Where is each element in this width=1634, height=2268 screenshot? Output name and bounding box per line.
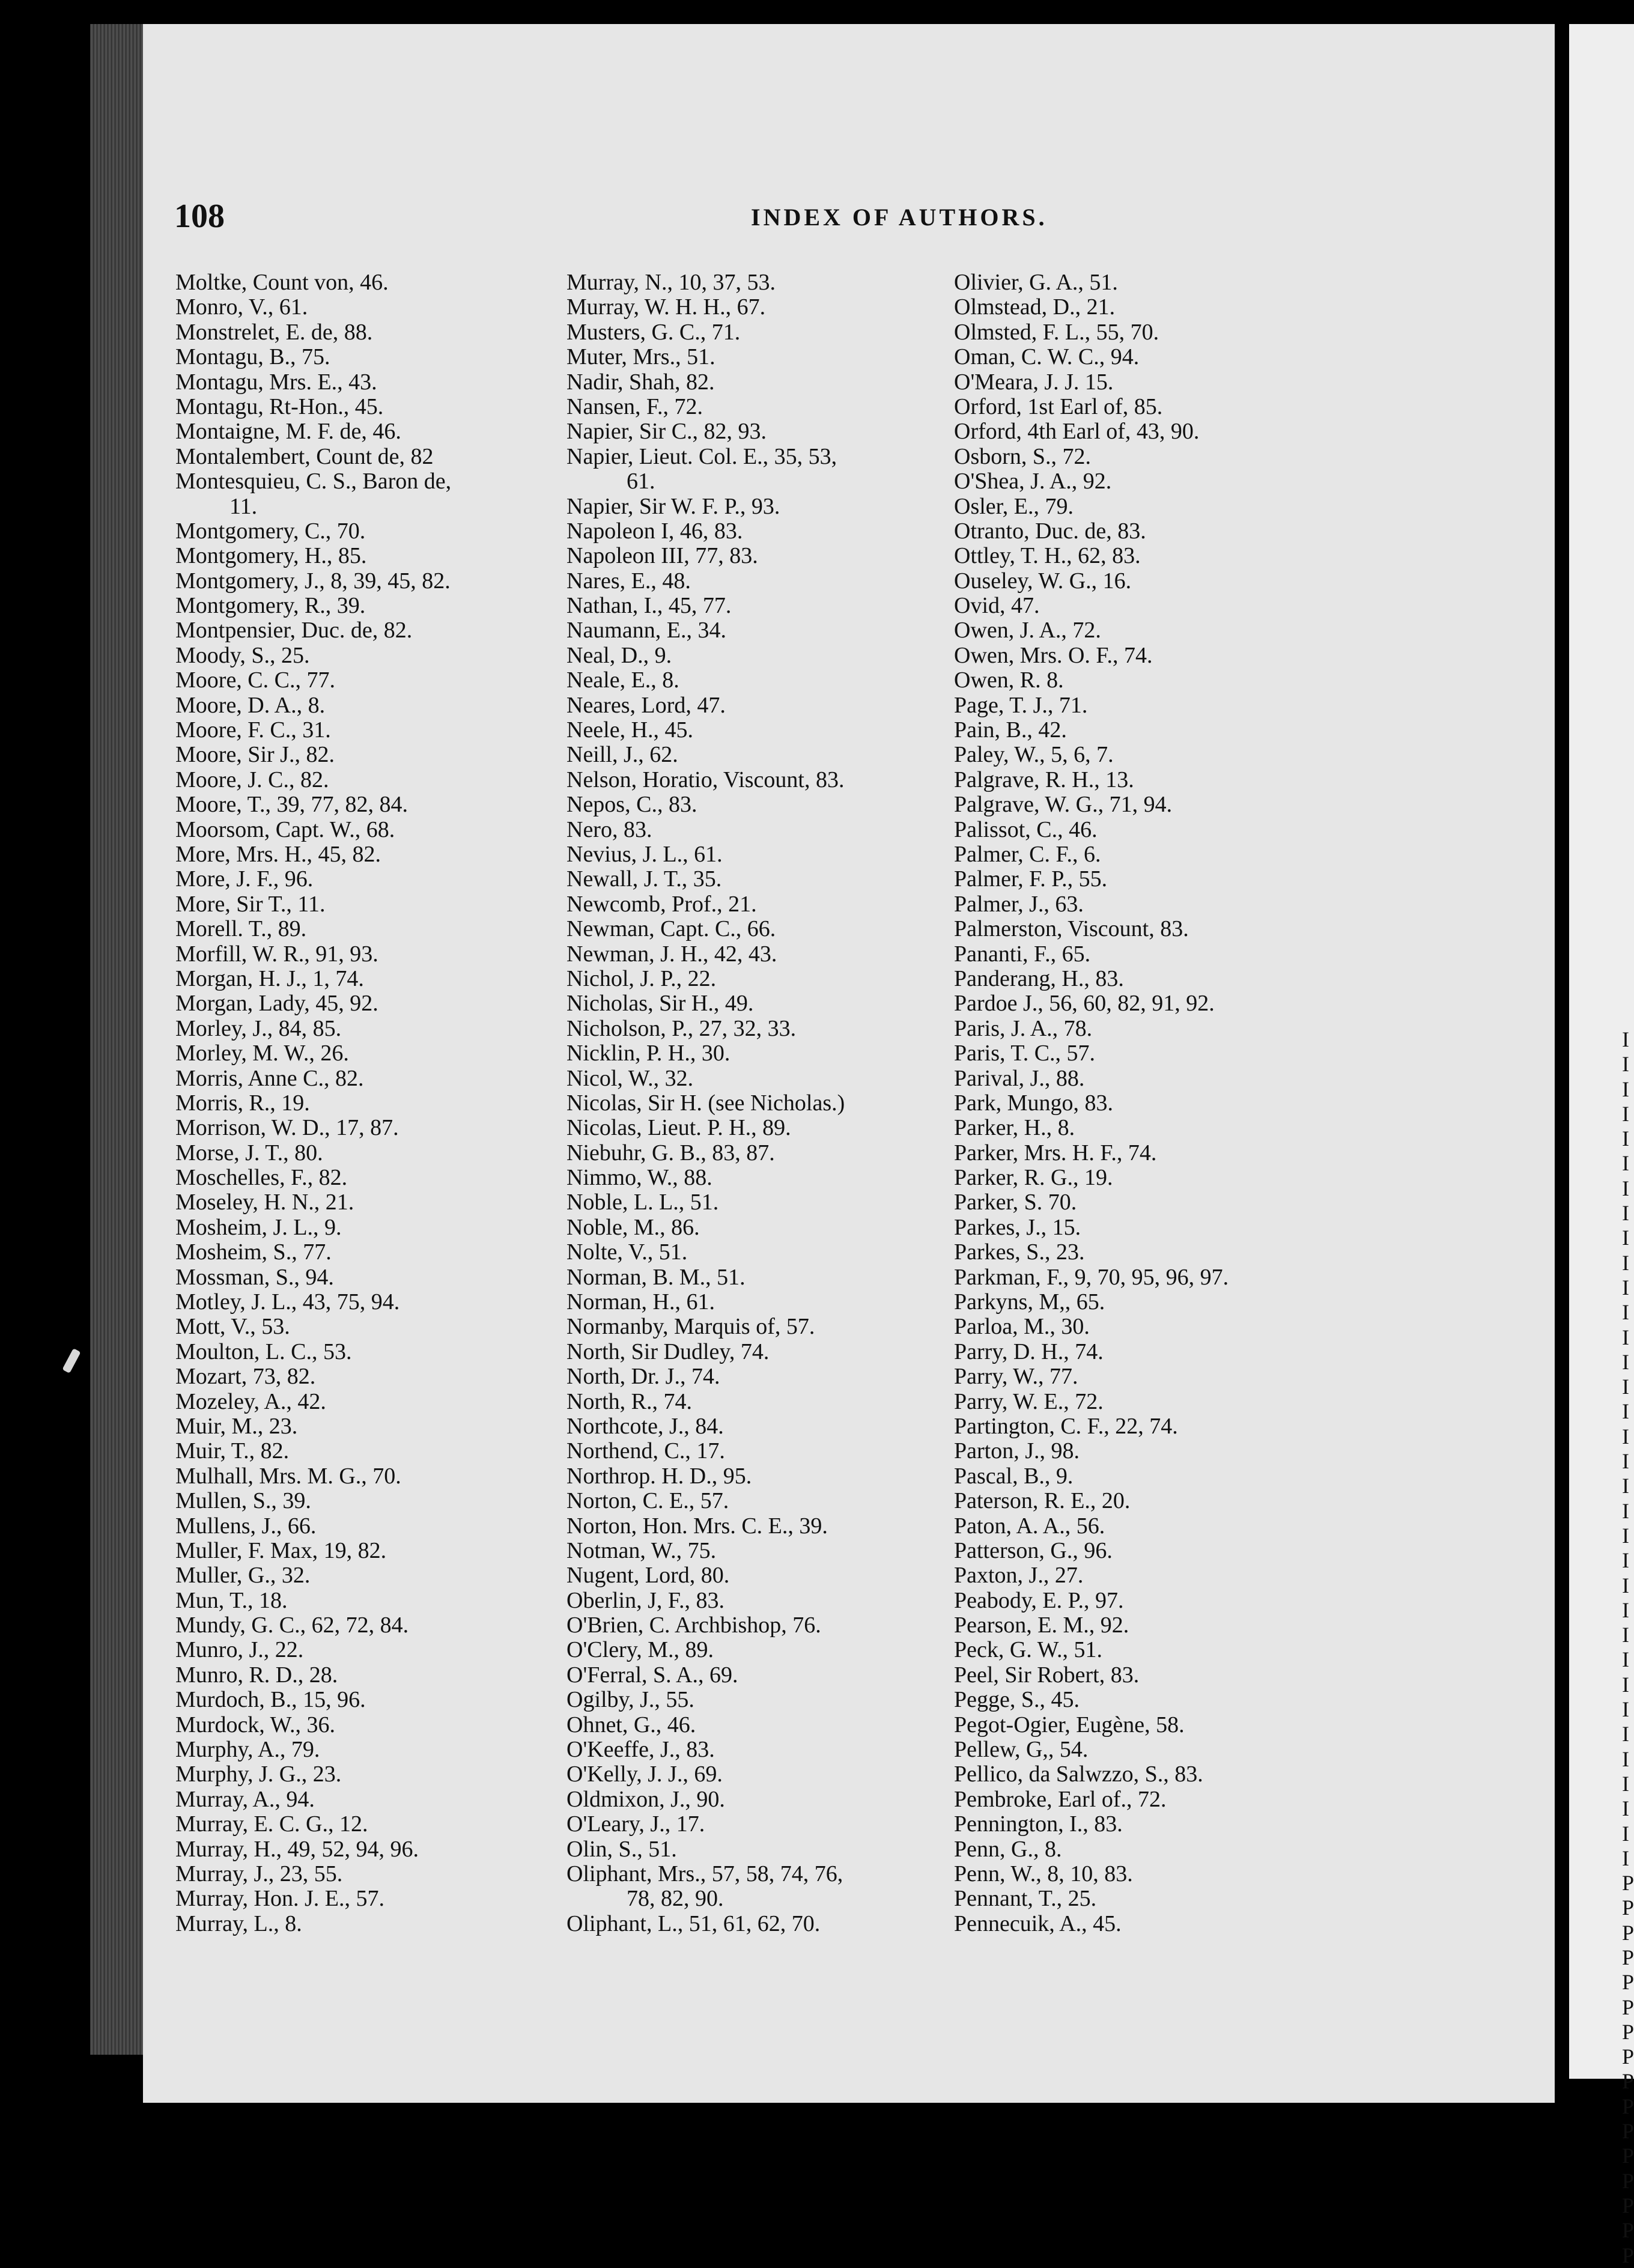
index-entry: Oliphant, L., 51, 61, 62, 70.	[566, 1911, 821, 1936]
index-entry: Moulton, L. C., 53.	[175, 1339, 352, 1364]
index-entry: Mullen, S., 39.	[175, 1488, 311, 1514]
facing-page-letter: P	[1622, 1871, 1634, 1896]
facing-page-letter: P	[1622, 1896, 1634, 1920]
facing-page-letter: I	[1622, 1449, 1629, 1474]
index-entry: Parloa, M., 30.	[954, 1314, 1090, 1340]
index-entry: Murray, H., 49, 52, 94, 96.	[175, 1836, 419, 1862]
index-entry: Ouseley, W. G., 16.	[954, 568, 1132, 594]
index-entry: Newall, J. T., 35.	[566, 866, 722, 892]
index-entry: Moorsom, Capt. W., 68.	[175, 816, 395, 842]
index-entry: Palmer, J., 63.	[954, 891, 1084, 917]
index-entry: Morley, J., 84, 85.	[175, 1015, 342, 1041]
index-entry: Nichol, J. P., 22.	[566, 965, 717, 991]
facing-page-letter: I	[1622, 1523, 1629, 1548]
facing-page-letter: I	[1622, 1375, 1629, 1399]
index-entry: Nevius, J. L., 61.	[566, 841, 723, 867]
index-entry: More, Sir T., 11.	[175, 891, 326, 917]
index-entry: Otranto, Duc. de, 83.	[954, 518, 1146, 544]
facing-page-letter: P	[1622, 1945, 1634, 1969]
facing-page-letter: P	[1622, 2168, 1634, 2193]
index-entry: Mun, T., 18.	[175, 1587, 288, 1613]
facing-page-letter: P	[1622, 2045, 1634, 2069]
facing-page-letter: I	[1622, 1424, 1629, 1449]
facing-page-letters	[1622, 1027, 1634, 2268]
index-entry: Muir, M., 23.	[175, 1413, 298, 1439]
facing-page-letter: I	[1622, 1399, 1629, 1424]
index-entry: Page, T. J., 71.	[954, 692, 1088, 718]
index-entry: Palmerston, Viscount, 83.	[954, 916, 1189, 942]
index-entry: Parton, J., 98.	[954, 1438, 1080, 1464]
index-entry: Morell. T., 89.	[175, 916, 307, 942]
facing-page-letter: I	[1622, 1052, 1629, 1077]
index-entry: Montgomery, R., 39.	[175, 593, 366, 619]
index-entry: Pembroke, Earl of., 72.	[954, 1786, 1167, 1812]
index-entry: Montpensier, Duc. de, 82.	[175, 618, 413, 643]
page-title: INDEX OF AUTHORS.	[751, 204, 1048, 231]
index-entry: Nadir, Shah, 82.	[566, 369, 715, 395]
index-entry: Montalembert, Count de, 82	[175, 443, 434, 469]
index-entry: More, J. F., 96.	[175, 866, 314, 892]
index-entry: Parry, D. H., 74.	[954, 1339, 1104, 1364]
index-entry: Palissot, C., 46.	[954, 816, 1098, 842]
facing-page-letter: I	[1622, 1672, 1629, 1697]
index-entry: Paris, J. A., 78.	[954, 1015, 1093, 1041]
index-entry: Muter, Mrs., 51.	[566, 344, 715, 370]
index-entry: Moore, C. C., 77.	[175, 667, 335, 693]
facing-page-letter: P	[1622, 2119, 1634, 2144]
page-number: 108	[174, 198, 225, 235]
index-entry: Partington, C. F., 22, 74.	[954, 1413, 1178, 1439]
index-entry: Moody, S., 25.	[175, 642, 310, 668]
index-entry: Niebuhr, G. B., 83, 87.	[566, 1140, 775, 1166]
index-entry: Montagu, B., 75.	[175, 344, 330, 370]
index-entry: Monro, V., 61.	[175, 294, 308, 320]
index-entry: Morfill, W. R., 91, 93.	[175, 941, 378, 967]
facing-page-letter: I	[1622, 1573, 1629, 1598]
index-entry: Mosheim, J. L., 9.	[175, 1214, 342, 1240]
index-entry: Neal, D., 9.	[566, 642, 672, 668]
index-entry: Palgrave, R. H., 13.	[954, 767, 1134, 792]
index-entry: Napoleon III, 77, 83.	[566, 543, 758, 569]
index-entry: Montagu, Mrs. E., 43.	[175, 369, 377, 395]
index-entry: Moschelles, F., 82.	[175, 1165, 348, 1191]
index-entry: Nicol, W., 32.	[566, 1065, 694, 1091]
index-entry: Palmer, F. P., 55.	[954, 866, 1108, 892]
index-entry: Parker, Mrs. H. F., 74.	[954, 1140, 1157, 1166]
index-entry: Murray, L., 8.	[175, 1911, 302, 1936]
facing-page-letter: P	[1622, 2069, 1634, 2094]
index-entry: O'Kelly, J. J., 69.	[566, 1762, 723, 1787]
facing-page-letter: I	[1622, 1250, 1629, 1275]
index-entry: Olmsted, F. L., 55, 70.	[954, 319, 1159, 345]
margin-mark	[62, 1348, 80, 1373]
index-entry: Pain, B., 42.	[954, 717, 1067, 743]
index-entry: Northrop. H. D., 95.	[566, 1463, 752, 1489]
facing-page-letter: I	[1622, 1226, 1629, 1250]
index-entry: Moseley, H. N., 21.	[175, 1190, 354, 1215]
index-entry: Neale, E., 8.	[566, 667, 679, 693]
index-entry: Osborn, S., 72.	[954, 443, 1092, 469]
index-entry: Olivier, G. A., 51.	[954, 270, 1118, 295]
index-entry: North, Dr. J., 74.	[566, 1364, 720, 1390]
index-entry: Muller, F. Max, 19, 82.	[175, 1537, 387, 1563]
index-entry: Motley, J. L., 43, 75, 94.	[175, 1289, 400, 1315]
index-entry: Mozeley, A., 42.	[175, 1388, 326, 1414]
facing-page-letter: I	[1622, 1647, 1629, 1672]
index-entry: Muller, G., 32.	[175, 1563, 311, 1589]
index-entry: Noble, M., 86.	[566, 1214, 700, 1240]
index-entry: Olmstead, D., 21.	[954, 294, 1116, 320]
facing-page-letter: I	[1622, 1027, 1629, 1051]
facing-page-letter: I	[1622, 1598, 1629, 1622]
index-entry: Orford, 1st Earl of, 85.	[954, 394, 1163, 419]
index-entry: Paton, A. A., 56.	[954, 1513, 1105, 1539]
index-entry: Owen, J. A., 72.	[954, 618, 1101, 643]
index-entry: Newman, Capt. C., 66.	[566, 916, 776, 942]
index-entry: More, Mrs. H., 45, 82.	[175, 841, 381, 867]
index-entry: 11.	[229, 493, 258, 519]
index-entry: Parker, H., 8.	[954, 1115, 1075, 1141]
index-entry: Park, Mungo, 83.	[954, 1090, 1113, 1116]
index-entry: 61.	[627, 469, 655, 494]
index-entry: Parkman, F., 9, 70, 95, 96, 97.	[954, 1264, 1229, 1290]
index-entry: Nepos, C., 83.	[566, 792, 697, 818]
index-entry: Penn, W., 8, 10, 83.	[954, 1861, 1133, 1886]
facing-page-letter: I	[1622, 1498, 1629, 1523]
index-entry: Pegot-Ogier, Eugène, 58.	[954, 1712, 1185, 1737]
index-entry: Morley, M. W., 26.	[175, 1041, 349, 1066]
facing-page-letter: I	[1622, 1474, 1629, 1498]
index-column-3	[954, 270, 1350, 1936]
index-entry: Penn, G., 8.	[954, 1836, 1062, 1862]
facing-page-letter: I	[1622, 1697, 1629, 1722]
facing-page-letter: P	[1622, 2019, 1634, 2044]
index-entry: Pellico, da Salwzzo, S., 83.	[954, 1762, 1203, 1787]
index-entry: Peabody, E. P., 97.	[954, 1587, 1124, 1613]
index-entry: Pascal, B., 9.	[954, 1463, 1074, 1489]
index-entry: Paley, W., 5, 6, 7.	[954, 742, 1114, 768]
facing-page-letter: I	[1622, 1349, 1629, 1374]
facing-page-letter: P	[1622, 2243, 1634, 2267]
index-entry: Oberlin, J, F., 83.	[566, 1587, 724, 1613]
index-entry: Norman, B. M., 51.	[566, 1264, 746, 1290]
index-entry: Nares, E., 48.	[566, 568, 691, 594]
index-entry: Paris, T. C., 57.	[954, 1041, 1096, 1066]
index-entry: Pellew, G,, 54.	[954, 1737, 1089, 1763]
index-entry: Nicholson, P., 27, 32, 33.	[566, 1015, 797, 1041]
index-entry: Pearson, E. M., 92.	[954, 1613, 1129, 1638]
index-entry: Morse, J. T., 80.	[175, 1140, 323, 1166]
index-entry: Montgomery, H., 85.	[175, 543, 367, 569]
facing-page-letter: P	[1622, 2218, 1634, 2243]
index-entry: Owen, R. 8.	[954, 667, 1064, 693]
index-entry: Parkyns, M,, 65.	[954, 1289, 1105, 1315]
index-entry: Newcomb, Prof., 21.	[566, 891, 757, 917]
index-entry: O'Brien, C. Archbishop, 76.	[566, 1613, 821, 1638]
index-entry: Murray, Hon. J. E., 57.	[175, 1886, 384, 1912]
index-entry: Ogilby, J., 55.	[566, 1687, 694, 1713]
index-entry: Northend, C., 17.	[566, 1438, 725, 1464]
index-entry: Parker, R. G., 19.	[954, 1165, 1113, 1191]
index-entry: Norman, H., 61.	[566, 1289, 715, 1315]
facing-page-letter: I	[1622, 1176, 1629, 1200]
index-entry: Nelson, Horatio, Viscount, 83.	[566, 767, 845, 792]
index-entry: Norton, C. E., 57.	[566, 1488, 729, 1514]
index-entry: Munro, J., 22.	[175, 1637, 304, 1663]
index-entry: Parkes, J., 15.	[954, 1214, 1081, 1240]
index-entry: Orford, 4th Earl of, 43, 90.	[954, 419, 1200, 445]
index-entry: Murdoch, B., 15, 96.	[175, 1687, 366, 1713]
index-entry: Peel, Sir Robert, 83.	[954, 1662, 1140, 1688]
index-entry: Murray, E. C. G., 12.	[175, 1811, 368, 1837]
index-entry: Napier, Lieut. Col. E., 35, 53,	[566, 443, 837, 469]
index-entry: Montesquieu, C. S., Baron de,	[175, 469, 452, 494]
index-entry: Morris, Anne C., 82.	[175, 1065, 364, 1091]
facing-page-letter: I	[1622, 1126, 1629, 1151]
facing-page-letter: P	[1622, 2193, 1634, 2218]
index-entry: Mott, V., 53.	[175, 1314, 290, 1340]
facing-page-letter: I	[1622, 1151, 1629, 1176]
index-entry: Mundy, G. C., 62, 72, 84.	[175, 1613, 409, 1638]
index-entry: Mosheim, S., 77.	[175, 1239, 332, 1265]
facing-page-letter: I	[1622, 1325, 1629, 1349]
facing-page-letter: I	[1622, 1201, 1629, 1226]
index-entry: Neares, Lord, 47.	[566, 692, 726, 718]
index-entry: Osler, E., 79.	[954, 493, 1074, 519]
index-entry: Nicholas, Sir H., 49.	[566, 991, 754, 1017]
index-entry: O'Keeffe, J., 83.	[566, 1737, 715, 1763]
index-entry: Murray, W. H. H., 67.	[566, 294, 766, 320]
index-entry: Nero, 83.	[566, 816, 652, 842]
facing-page-letter: P	[1622, 1970, 1634, 1995]
book-page-edge	[90, 24, 143, 2055]
index-entry: Napier, Sir W. F. P., 93.	[566, 493, 780, 519]
index-entry: Normanby, Marquis of, 57.	[566, 1314, 815, 1340]
facing-page-letter: I	[1622, 1275, 1629, 1300]
index-entry: Parry, W. E., 72.	[954, 1388, 1104, 1414]
index-entry: Morris, R., 19.	[175, 1090, 310, 1116]
index-entry: Pennant, T., 25.	[954, 1886, 1097, 1912]
index-entry: O'Shea, J. A., 92.	[954, 469, 1112, 494]
index-entry: Ovid, 47.	[954, 593, 1040, 619]
index-entry: O'Leary, J., 17.	[566, 1811, 705, 1837]
index-entry: Morgan, H. J., 1, 74.	[175, 965, 364, 991]
index-entry: Pennington, I., 83.	[954, 1811, 1123, 1837]
index-entry: Nansen, F., 72.	[566, 394, 703, 419]
facing-page-letter: I	[1622, 1548, 1629, 1573]
index-entry: Murray, A., 94.	[175, 1786, 315, 1812]
index-entry: Moltke, Count von, 46.	[175, 270, 389, 295]
facing-page-letter: I	[1622, 1623, 1629, 1647]
index-entry: Newman, J. H., 42, 43.	[566, 941, 777, 967]
index-entry: Owen, Mrs. O. F., 74.	[954, 642, 1153, 668]
index-entry: Panderang, H., 83.	[954, 965, 1124, 991]
index-entry: Morrison, W. D., 17, 87.	[175, 1115, 399, 1141]
index-entry: Oldmixon, J., 90.	[566, 1786, 725, 1812]
index-entry: Murphy, A., 79.	[175, 1737, 320, 1763]
index-entry: Pardoe J., 56, 60, 82, 91, 92.	[954, 991, 1215, 1017]
index-entry: Noble, L. L., 51.	[566, 1190, 719, 1215]
index-entry: Nimmo, W., 88.	[566, 1165, 712, 1191]
index-entry: Palmer, C. F., 6.	[954, 841, 1101, 867]
index-entry: Moore, T., 39, 77, 82, 84.	[175, 792, 408, 818]
index-entry: Patterson, G., 96.	[954, 1537, 1113, 1563]
index-entry: 78, 82, 90.	[627, 1886, 724, 1912]
index-entry: Morgan, Lady, 45, 92.	[175, 991, 378, 1017]
index-entry: Notman, W., 75.	[566, 1537, 717, 1563]
facing-page-letter: I	[1622, 1771, 1629, 1796]
index-entry: Nicolas, Lieut. P. H., 89.	[566, 1115, 791, 1141]
facing-page-letter: I	[1622, 1821, 1629, 1846]
index-entry: Murdock, W., 36.	[175, 1712, 335, 1737]
index-entry: Pegge, S., 45.	[954, 1687, 1080, 1713]
index-entry: Oliphant, Mrs., 57, 58, 74, 76,	[566, 1861, 843, 1886]
facing-page-letter: I	[1622, 1722, 1629, 1747]
index-entry: Murphy, J. G., 23.	[175, 1762, 342, 1787]
index-entry: Paxton, J., 27.	[954, 1563, 1084, 1589]
index-entry: Murray, N., 10, 37, 53.	[566, 270, 776, 295]
index-entry: Mullens, J., 66.	[175, 1513, 317, 1539]
facing-page-letter: I	[1622, 1300, 1629, 1325]
index-entry: Montgomery, C., 70.	[175, 518, 366, 544]
index-entry: North, Sir Dudley, 74.	[566, 1339, 770, 1364]
index-entry: Moore, D. A., 8.	[175, 692, 326, 718]
index-entry: Paterson, R. E., 20.	[954, 1488, 1131, 1514]
index-entry: O'Meara, J. J. 15.	[954, 369, 1114, 395]
index-entry: Nathan, I., 45, 77.	[566, 593, 732, 619]
index-entry: Pennecuik, A., 45.	[954, 1911, 1122, 1936]
index-entry: Moore, J. C., 82.	[175, 767, 329, 792]
index-entry: Monstrelet, E. de, 88.	[175, 319, 373, 345]
index-entry: Mozart, 73, 82.	[175, 1364, 316, 1390]
facing-page-letter: P	[1622, 2094, 1634, 2118]
facing-page-letter: I	[1622, 1796, 1629, 1821]
facing-page-letter: I	[1622, 1077, 1629, 1101]
index-entry: Naumann, E., 34.	[566, 618, 726, 643]
index-entry: Norton, Hon. Mrs. C. E., 39.	[566, 1513, 828, 1539]
index-entry: Parival, J., 88.	[954, 1065, 1085, 1091]
facing-page-letter: I	[1622, 1101, 1629, 1126]
facing-page-letter: P	[1622, 1995, 1634, 2019]
index-entry: Munro, R. D., 28.	[175, 1662, 338, 1688]
index-entry: Napoleon I, 46, 83.	[566, 518, 743, 544]
index-entry: Moore, F. C., 31.	[175, 717, 331, 743]
facing-page-letter: P	[1622, 1920, 1634, 1945]
facing-page-letter: I	[1622, 1846, 1629, 1870]
index-entry: Montaigne, M. F. de, 46.	[175, 419, 401, 445]
index-entry: Napier, Sir C., 82, 93.	[566, 419, 767, 445]
index-entry: Moore, Sir J., 82.	[175, 742, 335, 768]
index-entry: Muir, T., 82.	[175, 1438, 290, 1464]
index-entry: Parkes, S., 23.	[954, 1239, 1085, 1265]
index-entry: North, R., 74.	[566, 1388, 692, 1414]
index-entry: Northcote, J., 84.	[566, 1413, 724, 1439]
index-entry: Palgrave, W. G., 71, 94.	[954, 792, 1173, 818]
index-entry: Ottley, T. H., 62, 83.	[954, 543, 1141, 569]
index-entry: Ohnet, G., 46.	[566, 1712, 696, 1737]
index-entry: O'Ferral, S. A., 69.	[566, 1662, 738, 1688]
index-entry: Pananti, F., 65.	[954, 941, 1091, 967]
index-entry: Parker, S. 70.	[954, 1190, 1077, 1215]
index-entry: Montgomery, J., 8, 39, 45, 82.	[175, 568, 451, 594]
index-entry: Nicklin, P. H., 30.	[566, 1041, 730, 1066]
index-entry: Nolte, V., 51.	[566, 1239, 688, 1265]
index-entry: Parry, W., 77.	[954, 1364, 1078, 1390]
index-entry: Nicolas, Sir H. (see Nicholas.)	[566, 1090, 845, 1116]
index-entry: Olin, S., 51.	[566, 1836, 677, 1862]
index-entry: O'Clery, M., 89.	[566, 1637, 714, 1663]
index-entry: Peck, G. W., 51.	[954, 1637, 1102, 1663]
index-column-2	[566, 270, 963, 1936]
index-entry: Neill, J., 62.	[566, 742, 678, 768]
index-entry: Mulhall, Mrs. M. G., 70.	[175, 1463, 401, 1489]
index-entry: Musters, G. C., 71.	[566, 319, 741, 345]
facing-page-letter: I	[1622, 1747, 1629, 1771]
index-entry: Murray, J., 23, 55.	[175, 1861, 343, 1886]
facing-page-letter: P	[1622, 2144, 1634, 2168]
index-column-1	[175, 270, 572, 1936]
index-entry: Mossman, S., 94.	[175, 1264, 334, 1290]
index-entry: Neele, H., 45.	[566, 717, 694, 743]
index-entry: Oman, C. W. C., 94.	[954, 344, 1140, 370]
index-entry: Montagu, Rt-Hon., 45.	[175, 394, 384, 419]
index-entry: Nugent, Lord, 80.	[566, 1563, 730, 1589]
